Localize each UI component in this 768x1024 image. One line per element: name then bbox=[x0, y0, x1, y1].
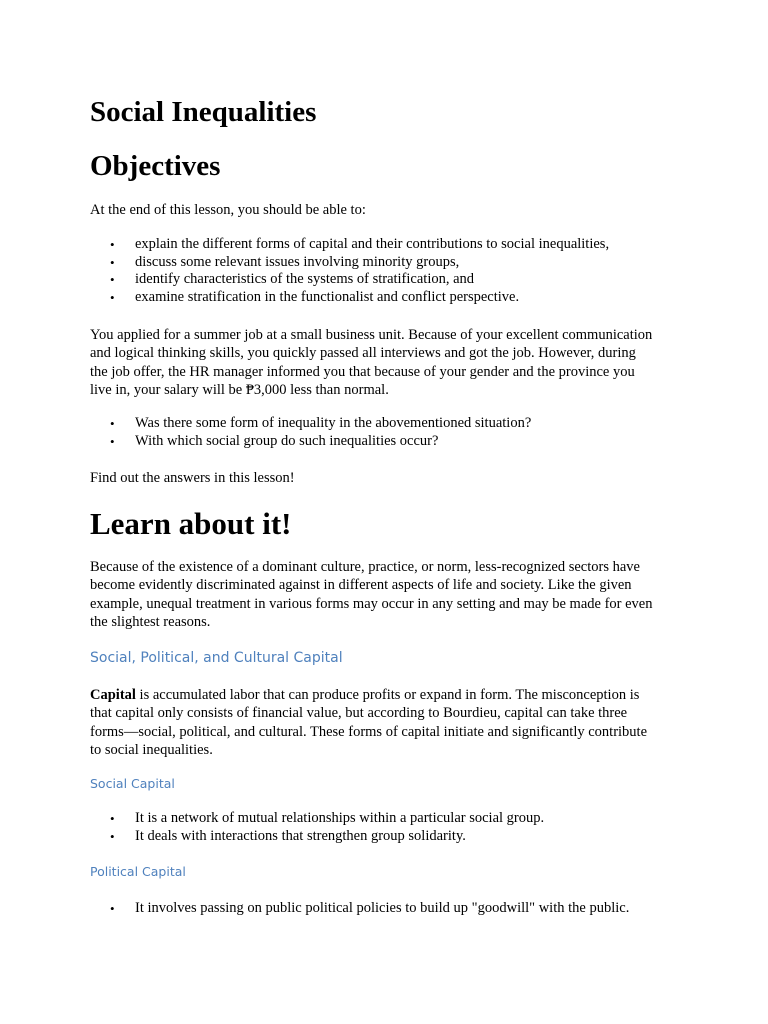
scenario-paragraph: You applied for a summer job at a small business unit. Because of your excellent communication and logical thinking skills, you quickly passed all interviews and got the job. However, during the job offer, the HR manager informed you that because of your gender and the province you live in, your salary will be ₱3,000 less than normal. bbox=[90, 327, 653, 398]
list-item: • It involves passing on public political policies to build up "goodwill" with the public. bbox=[110, 900, 630, 916]
objectives-list bbox=[90, 236, 680, 306]
list-item: • identify characteristics of the systems of stratification, and bbox=[110, 271, 475, 288]
bullet-icon: • bbox=[110, 901, 115, 916]
bullet-icon: • bbox=[110, 828, 115, 844]
capital-term: Capital bbox=[90, 687, 136, 703]
political-capital-heading: Political Capital bbox=[90, 864, 186, 879]
bullet-icon: • bbox=[110, 237, 115, 252]
social-capital-list bbox=[90, 810, 680, 845]
capital-heading: Social, Political, and Cultural Capital bbox=[90, 650, 343, 666]
bullet-icon: • bbox=[110, 272, 115, 288]
list-item: • discuss some relevant issues involving minority groups, bbox=[110, 253, 460, 270]
closing-text: Find out the answers in this lesson! bbox=[90, 470, 295, 486]
bullet-icon: • bbox=[110, 289, 115, 305]
objectives-heading: Objectives bbox=[90, 150, 221, 182]
list-item: • It is a network of mutual relationships within a particular social group. bbox=[110, 810, 545, 826]
bullet-icon: • bbox=[110, 811, 115, 826]
learn-intro-paragraph: Because of the existence of a dominant culture, practice, or norm, less-recognized sectors have become evidently discriminated against in different aspects of life and society. Like the given example, unequal treatment in various forms may occur in any setting and may be made for even the slightest reasons. bbox=[90, 559, 653, 630]
capital-paragraph: Capital is accumulated labor that can produce profits or expand in form. The misconception is that capital only consists of financial value, but according to Bourdieu, capital can take three forms—social, political, and cultural. These forms of capital initiate and significantly contribute to social inequalities. bbox=[90, 687, 648, 758]
bullet-icon: • bbox=[110, 254, 115, 270]
questions-list bbox=[90, 415, 680, 450]
bullet-icon: • bbox=[110, 416, 115, 431]
bullet-icon: • bbox=[110, 433, 115, 449]
objectives-intro: At the end of this lesson, you should be able to: bbox=[90, 202, 366, 218]
political-capital-list bbox=[90, 900, 680, 918]
list-item: • examine stratification in the functionalist and conflict perspective. bbox=[110, 288, 520, 305]
list-item: • explain the different forms of capital and their contributions to social inequalities, bbox=[110, 236, 610, 252]
list-item: • With which social group do such inequalities occur? bbox=[110, 432, 439, 449]
social-capital-heading: Social Capital bbox=[90, 776, 175, 791]
list-item: • Was there some form of inequality in the abovementioned situation? bbox=[110, 415, 532, 431]
list-item: • It deals with interactions that strengthen group solidarity. bbox=[110, 827, 466, 844]
page-title: Social Inequalities bbox=[90, 96, 317, 128]
learn-heading: Learn about it! bbox=[90, 506, 292, 541]
